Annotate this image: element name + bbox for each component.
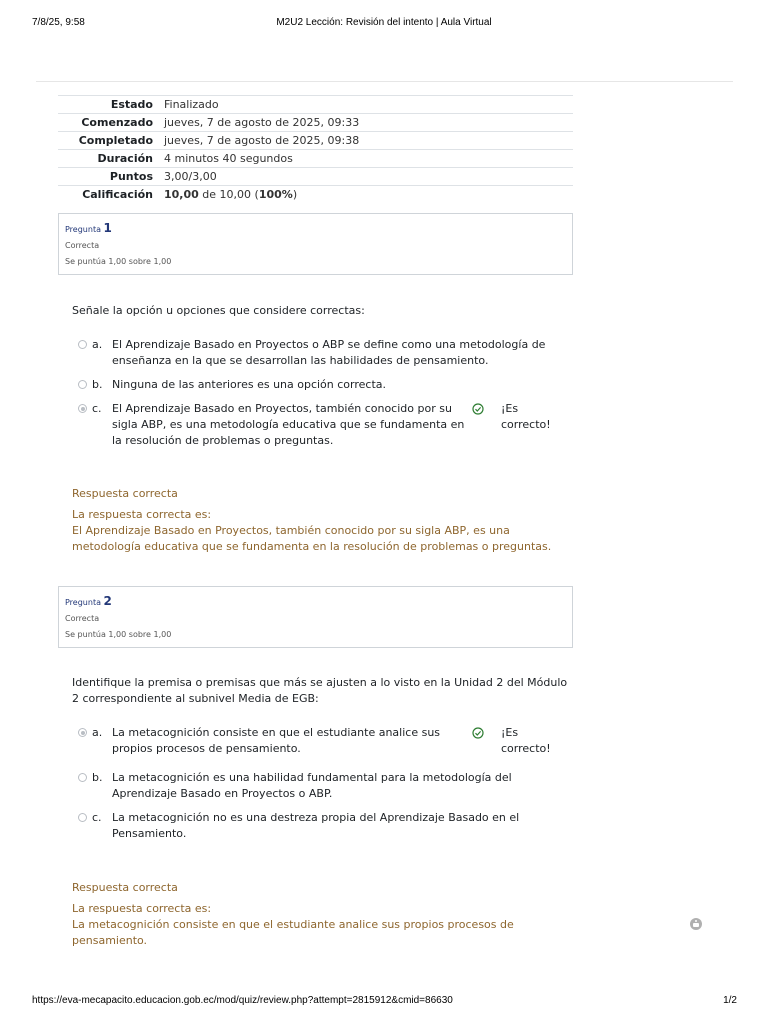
summary-value: 4 minutos 40 segundos xyxy=(164,150,573,168)
q2-option-a[interactable] xyxy=(76,725,556,757)
summary-label: Calificación xyxy=(58,186,164,204)
feedback-line: ¡Es xyxy=(501,726,519,739)
question-number-value: 2 xyxy=(103,594,112,608)
option-text-line: La metacognición no es una destreza propia del Aprendizaje Basado en el xyxy=(112,811,520,824)
print-page-number: 1/2 xyxy=(723,995,737,1006)
question-grade: Se puntúa 1,00 sobre 1,00 xyxy=(65,630,172,639)
q2-option-b[interactable] xyxy=(76,770,556,802)
right-answer-line: La metacognición consiste en que el estudiante analice sus propios procesos de xyxy=(72,918,514,931)
radio-button-selected[interactable] xyxy=(78,728,87,737)
check-circle-icon xyxy=(472,403,484,415)
right-answer-line: metodología educativa que se fundamenta en la resolución de problemas o preguntas. xyxy=(72,540,552,553)
question-text-line: 2 correspondiente al subnivel Media de EGB: xyxy=(72,692,319,705)
top-divider xyxy=(36,81,733,82)
grade-of: de 10,00 ( xyxy=(202,188,259,202)
summary-grade-value xyxy=(164,186,573,204)
option-letter: a. xyxy=(92,338,103,351)
option-text-line: Aprendizaje Basado en Proyectos o ABP. xyxy=(112,787,333,800)
attempt-summary-table xyxy=(58,95,573,204)
question-text-line: Identifique la premisa o premisas que más se ajusten a lo visto en la Unidad 2 del Módulo xyxy=(72,676,568,689)
question-1-text: Señale la opción u opciones que considere correctas: xyxy=(72,304,365,317)
feedback-line: ¡Es xyxy=(501,402,519,415)
option-letter: b. xyxy=(92,771,103,784)
grade-percent: 100% xyxy=(258,188,293,202)
option-text xyxy=(112,377,386,393)
question-state: Correcta xyxy=(65,241,100,250)
summary-value: jueves, 7 de agosto de 2025, 09:33 xyxy=(164,114,573,132)
right-answer-label: La respuesta correcta es: xyxy=(72,508,212,521)
summary-value: 3,00/3,00 xyxy=(164,168,573,186)
option-text xyxy=(112,401,472,449)
print-page-title: M2U2 Lección: Revisión del intento | Aula Virtual xyxy=(276,17,492,28)
summary-row-completado xyxy=(58,132,573,150)
question-2-info xyxy=(58,586,573,648)
q2-option-c[interactable] xyxy=(76,810,556,842)
question-2-right-answer xyxy=(72,901,572,949)
print-url: https://eva-mecapacito.educacion.gob.ec/mod/quiz/review.php?attempt=2815912&cmid=86630 xyxy=(32,995,453,1006)
option-letter: a. xyxy=(92,726,103,739)
question-number xyxy=(65,594,566,608)
option-text-line: El Aprendizaje Basado en Proyectos, también conocido por su xyxy=(112,402,452,415)
question-1-info xyxy=(58,213,573,275)
q1-option-a[interactable] xyxy=(76,337,556,369)
check-circle-icon xyxy=(472,727,484,739)
question-prefix: Pregunta xyxy=(65,598,101,607)
question-grade: Se puntúa 1,00 sobre 1,00 xyxy=(65,257,172,266)
option-text-line: la resolución de problemas o preguntas. xyxy=(112,434,334,447)
summary-value: jueves, 7 de agosto de 2025, 09:38 xyxy=(164,132,573,150)
grade-close: ) xyxy=(292,188,298,202)
option-text-line: La metacognición es una habilidad fundamental para la metodología del xyxy=(112,771,512,784)
radio-button[interactable] xyxy=(78,380,87,389)
option-letter: b. xyxy=(92,378,103,391)
summary-row-calificacion xyxy=(58,186,573,204)
feedback-line: correcto! xyxy=(501,742,551,755)
summary-label: Comenzado xyxy=(58,114,164,132)
summary-label: Duración xyxy=(58,150,164,168)
option-text-line: Pensamiento. xyxy=(112,827,187,840)
question-1-right-answer xyxy=(72,507,572,555)
option-text-line: El Aprendizaje Basado en Proyectos o ABP se define como una metodología de xyxy=(112,338,546,351)
option-letter: c. xyxy=(92,402,102,415)
radio-button-selected[interactable] xyxy=(78,404,87,413)
option-text xyxy=(112,770,512,802)
option-text-line: enseñanza en la que se desarrollan las habilidades de pensamiento. xyxy=(112,354,489,367)
accessibility-help-icon[interactable] xyxy=(690,918,702,930)
summary-row-estado xyxy=(58,96,573,114)
option-text-line: La metacognición consiste en que el estudiante analice sus xyxy=(112,726,441,739)
option-text-line: Ninguna de las anteriores es una opción correcta. xyxy=(112,378,387,391)
question-state: Correcta xyxy=(65,614,100,623)
question-number xyxy=(65,221,566,235)
summary-label: Completado xyxy=(58,132,164,150)
option-feedback xyxy=(501,401,561,433)
summary-label: Puntos xyxy=(58,168,164,186)
right-answer-line: El Aprendizaje Basado en Proyectos, también conocido por su sigla ABP, es una xyxy=(72,524,510,537)
summary-row-duracion xyxy=(58,150,573,168)
summary-row-comenzado xyxy=(58,114,573,132)
radio-button[interactable] xyxy=(78,773,87,782)
question-2-outcome: Respuesta correcta xyxy=(72,881,178,894)
summary-value: Finalizado xyxy=(164,96,573,114)
radio-button[interactable] xyxy=(78,813,87,822)
q1-option-b[interactable] xyxy=(76,377,556,393)
grade-score: 10,00 xyxy=(164,188,199,202)
summary-row-puntos xyxy=(58,168,573,186)
option-text xyxy=(112,337,545,369)
radio-button[interactable] xyxy=(78,340,87,349)
option-text xyxy=(112,810,519,842)
option-letter: c. xyxy=(92,811,102,824)
question-2-text xyxy=(72,675,572,707)
option-text xyxy=(112,725,472,757)
q1-option-c[interactable] xyxy=(76,401,556,449)
question-number-value: 1 xyxy=(103,221,112,235)
right-answer-label: La respuesta correcta es: xyxy=(72,902,212,915)
option-feedback xyxy=(501,725,561,757)
print-datetime: 7/8/25, 9:58 xyxy=(32,17,85,28)
summary-label: Estado xyxy=(58,96,164,114)
question-1-outcome: Respuesta correcta xyxy=(72,487,178,500)
option-text-line: sigla ABP, es una metodología educativa que se fundamenta en xyxy=(112,418,465,431)
question-prefix: Pregunta xyxy=(65,225,101,234)
feedback-line: correcto! xyxy=(501,418,551,431)
option-text-line: propios procesos de pensamiento. xyxy=(112,742,301,755)
right-answer-line: pensamiento. xyxy=(72,934,148,947)
